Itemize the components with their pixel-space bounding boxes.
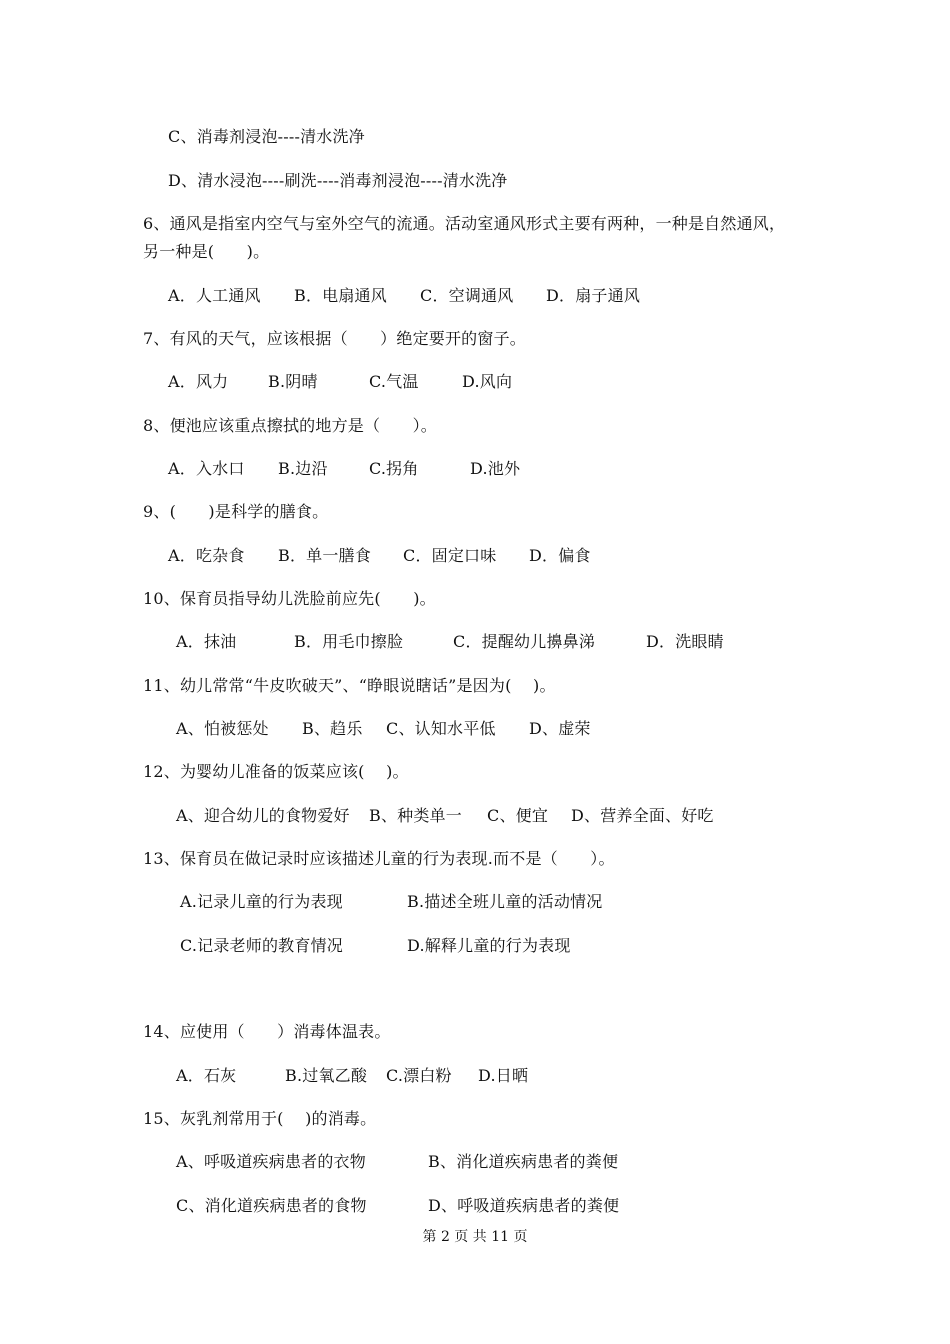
q9-option-a: A．吃杂食 bbox=[168, 546, 245, 565]
q15-option-b: B、消化道疾病患者的粪便 bbox=[428, 1152, 619, 1171]
q12-option-a: A、迎合幼儿的食物爱好 bbox=[176, 806, 350, 825]
q11-text: 11、幼儿常常“牛皮吹破天”、“睁眼说瞎话”是因为( )。 bbox=[143, 676, 556, 695]
q9-options bbox=[0, 546, 950, 566]
q9-option-c: C．固定口味 bbox=[403, 546, 497, 565]
q10-option-b: B．用毛巾擦脸 bbox=[294, 632, 404, 651]
q15-option-a: A、呼吸道疾病患者的衣物 bbox=[176, 1152, 366, 1171]
q10-option-d: D．洗眼睛 bbox=[646, 632, 724, 651]
q7-option-c: C.气温 bbox=[369, 372, 419, 391]
q9-option-d: D．偏食 bbox=[529, 546, 591, 565]
q10-options bbox=[0, 632, 950, 652]
q9-text: 9、( )是科学的膳食。 bbox=[143, 502, 329, 521]
q10-option-c: C．提醒幼儿擤鼻涕 bbox=[453, 632, 596, 651]
q7-option-a: A．风力 bbox=[168, 372, 229, 391]
q11-option-b: B、趋乐 bbox=[302, 719, 363, 738]
q8-option-a: A．入水口 bbox=[168, 459, 245, 478]
q13-option-c: C.记录老师的教育情况 bbox=[180, 936, 343, 955]
q13-option-a: A.记录儿童的行为表现 bbox=[180, 892, 343, 911]
q7-text: 7、有风的天气，应该根据（ ）绝定要开的窗子。 bbox=[143, 329, 526, 348]
q14-option-c: C.漂白粉 bbox=[386, 1066, 452, 1085]
q13-options-row1 bbox=[0, 892, 950, 912]
q12-text: 12、为婴幼儿准备的饭菜应该( )。 bbox=[143, 762, 409, 781]
q7-options bbox=[0, 372, 950, 392]
q11-options bbox=[0, 719, 950, 739]
q12-option-d: D、营养全面、好吃 bbox=[571, 806, 714, 825]
q6-option-d: D．扇子通风 bbox=[546, 286, 641, 305]
q5-option-c: C、消毒剂浸泡----清水洗净 bbox=[168, 127, 365, 146]
q15-options-row2 bbox=[0, 1196, 950, 1216]
q7-option-b: B.阴晴 bbox=[268, 372, 318, 391]
q10-text: 10、保育员指导幼儿洗脸前应先( )。 bbox=[143, 589, 436, 608]
q12-option-c: C、便宜 bbox=[487, 806, 549, 825]
q7-option-d: D.风向 bbox=[462, 372, 513, 391]
q15-option-c: C、消化道疾病患者的食物 bbox=[176, 1196, 367, 1215]
q14-option-a: A．石灰 bbox=[176, 1066, 237, 1085]
q14-options bbox=[0, 1066, 950, 1086]
q14-option-d: D.日晒 bbox=[478, 1066, 529, 1085]
q14-text: 14、应使用（ ）消毒体温表。 bbox=[143, 1022, 391, 1041]
q11-option-c: C、认知水平低 bbox=[386, 719, 496, 738]
q15-options-row1 bbox=[0, 1152, 950, 1172]
q13-option-d: D.解释儿童的行为表现 bbox=[407, 936, 571, 955]
q6-option-b: B．电扇通风 bbox=[294, 286, 387, 305]
q13-options-row2 bbox=[0, 936, 950, 956]
q6-option-c: C．空调通风 bbox=[420, 286, 514, 305]
q8-option-b: B.边沿 bbox=[278, 459, 328, 478]
q6-options bbox=[0, 286, 950, 306]
q9-option-b: B．单一膳食 bbox=[278, 546, 371, 565]
q8-text: 8、便池应该重点擦拭的地方是（ ）。 bbox=[143, 416, 437, 435]
q8-option-d: D.池外 bbox=[470, 459, 521, 478]
q12-option-b: B、种类单一 bbox=[369, 806, 462, 825]
q6-text-line2: 另一种是( )。 bbox=[143, 242, 270, 261]
q10-option-a: A．抹油 bbox=[176, 632, 237, 651]
q11-option-a: A、怕被惩处 bbox=[176, 719, 269, 738]
q6-text-line1: 6、通风是指室内空气与室外空气的流通。活动室通风形式主要有两种，一种是自然通风， bbox=[143, 214, 786, 233]
q11-option-d: D、虚荣 bbox=[529, 719, 591, 738]
q15-option-d: D、呼吸道疾病患者的粪便 bbox=[428, 1196, 620, 1215]
q12-options bbox=[0, 806, 950, 826]
page-number: 第 2 页 共 11 页 bbox=[422, 1229, 528, 1245]
q6-option-a: A．人工通风 bbox=[168, 286, 261, 305]
q15-text: 15、灰乳剂常用于( )的消毒。 bbox=[143, 1109, 377, 1128]
q5-option-d: D、清水浸泡----刷洗----消毒剂浸泡----清水洗净 bbox=[168, 171, 508, 190]
q8-options bbox=[0, 459, 950, 479]
q13-text: 13、保育员在做记录时应该描述儿童的行为表现.而不是（ ）。 bbox=[143, 849, 615, 868]
q13-option-b: B.描述全班儿童的活动情况 bbox=[407, 892, 603, 911]
q8-option-c: C.拐角 bbox=[369, 459, 419, 478]
q14-option-b: B.过氧乙酸 bbox=[285, 1066, 368, 1085]
